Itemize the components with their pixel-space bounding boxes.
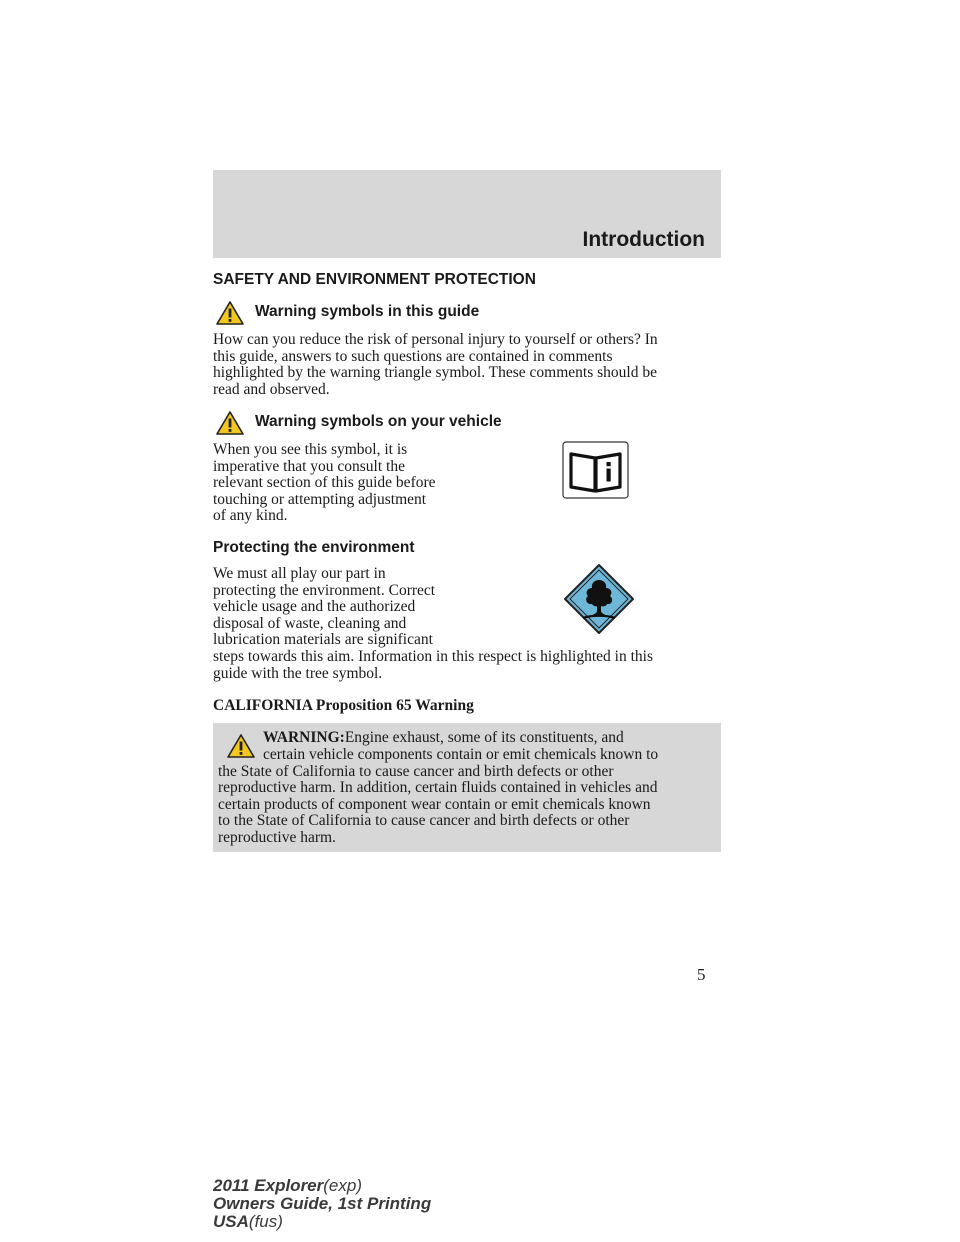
- california-warning-box: [213, 723, 721, 852]
- environment-paragraph: We must all play our part in protecting the environment. Correct vehicle usage and the authorized disposal of waste, cleaning and lubrication materials are significant steps towards this aim. Information in this respect is highlighted in this guide with the tree symbol.: [213, 565, 653, 682]
- guide-warning-heading: Warning symbols in this guide: [255, 303, 480, 320]
- warning-triangle-icon: [215, 410, 245, 436]
- main-heading: SAFETY AND ENVIRONMENT PROTECTION: [213, 271, 536, 288]
- warning-label: WARNING:: [263, 729, 345, 746]
- owners-manual-icon: [562, 441, 629, 499]
- warning-triangle-icon: [215, 300, 245, 326]
- document-footer: 2011 Explorer(exp) Owners Guide, 1st Printing USA(fus): [213, 1176, 432, 1231]
- section-title: Introduction: [582, 228, 705, 251]
- vehicle-warning-paragraph: When you see this symbol, it is imperative that you consult the relevant section of this guide before touching or attempting adjustment of any kind.: [213, 441, 436, 525]
- california-warning-first-line: WARNING:Engine exhaust, some of its constituents, and: [263, 729, 624, 746]
- tree-icon: [563, 563, 635, 635]
- guide-warning-paragraph: How can you reduce the risk of personal injury to yourself or others? In this guide, answers to such questions are contained in comments highlighted by the warning triangle symbol. These comments should be read and observed.: [213, 331, 658, 398]
- vehicle-warning-heading: Warning symbols on your vehicle: [255, 413, 502, 430]
- california-heading: CALIFORNIA Proposition 65 Warning: [213, 697, 474, 714]
- california-warning-paragraph: certain vehicle components contain or emit chemicals known to the State of California to cause cancer and birth defects or other reproductive harm. In addition, certain fluids contained in vehicles and certain products of component wear contain or emit chemicals known to the State of California to cause cancer and birth defects or other reproductive harm.: [218, 746, 659, 846]
- section-header-band: [213, 170, 721, 258]
- page-number: 5: [697, 965, 706, 984]
- environment-heading: Protecting the environment: [213, 539, 415, 556]
